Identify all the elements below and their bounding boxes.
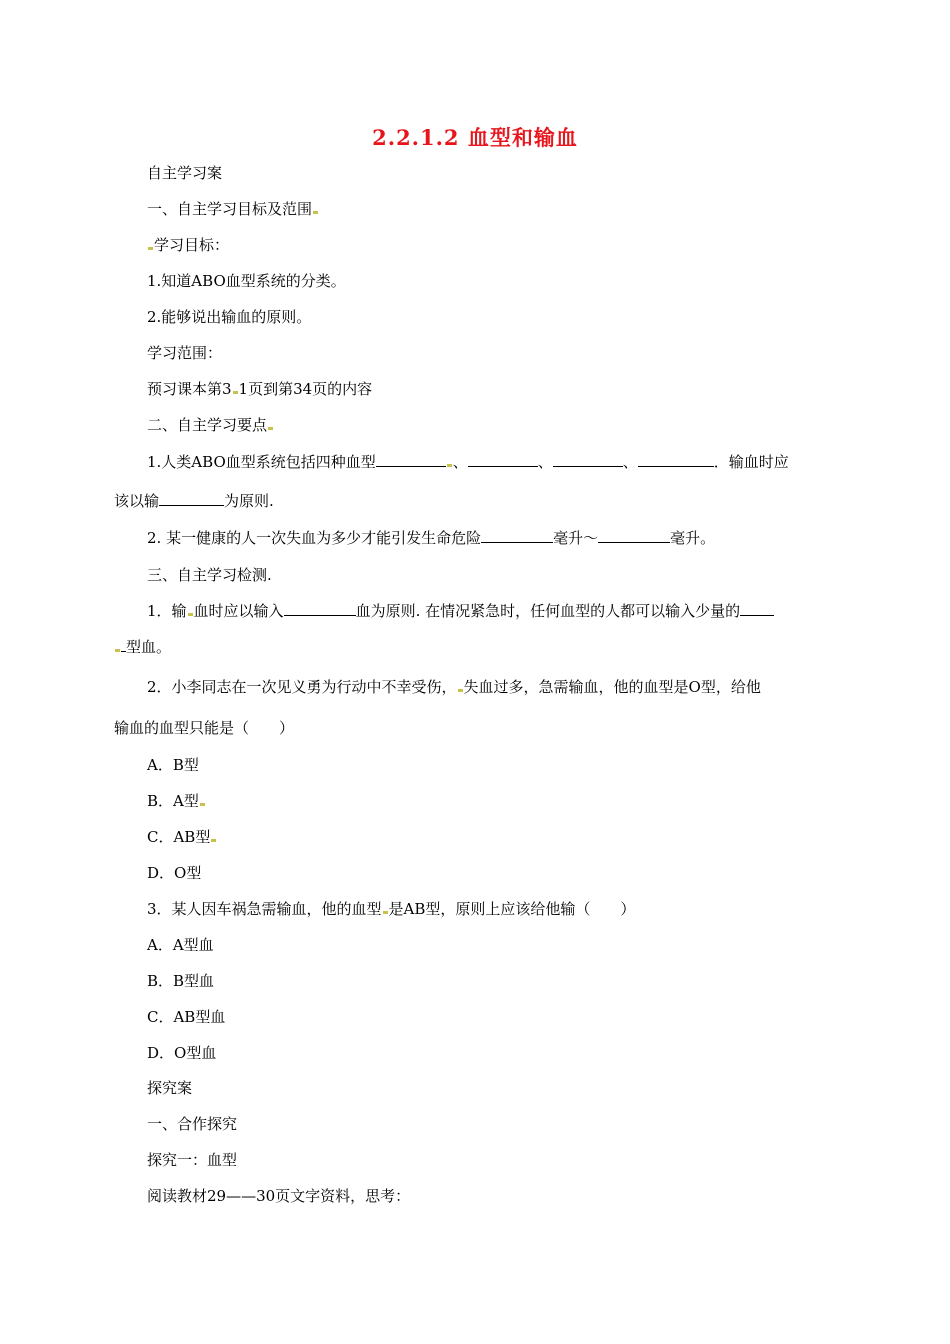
answer-blank[interactable]: [468, 452, 538, 467]
point-1-line-2-a: 该以输: [114, 492, 160, 510]
section-self-study: 自主学习案: [147, 164, 223, 182]
section-explore: 探究案: [147, 1079, 193, 1097]
edit-mark: [447, 464, 452, 467]
edit-mark: [268, 427, 273, 430]
point-1-line-1: [147, 452, 789, 472]
answer-blank[interactable]: [598, 528, 670, 543]
question-2-option-b-text: B．A型: [147, 792, 199, 810]
answer-blank[interactable]: [740, 601, 774, 616]
question-2-option-b[interactable]: [147, 791, 206, 811]
answer-blank[interactable]: [553, 452, 623, 467]
edit-mark: [233, 391, 238, 394]
goals-label: [147, 235, 229, 255]
question-1-a: 1．输: [147, 602, 187, 620]
point-2-c: 毫升。: [670, 529, 716, 547]
question-1-line-2-text: 型血。: [126, 638, 172, 656]
question-2-option-c[interactable]: [147, 827, 217, 847]
point-1-text: 1.人类ABO血型系统包括四种血型: [147, 453, 376, 471]
question-2-b: 失血过多，急需输血，他的血型是O型，给他: [463, 678, 761, 696]
question-3-a: 3．某人因车祸急需输血，他的血型: [147, 900, 382, 918]
question-2-option-c-text: C．AB型: [147, 828, 211, 846]
scope-label: 学习范围：: [147, 344, 223, 362]
point-2-b: 毫升～: [553, 529, 599, 547]
scope-text-b: 1页到第34页的内容: [238, 380, 373, 398]
section-2-heading: [147, 415, 274, 435]
question-3-option-d[interactable]: D．O型血: [147, 1044, 217, 1062]
question-3-option-c[interactable]: C．AB型血: [147, 1008, 226, 1026]
edit-mark: [188, 613, 193, 616]
edit-mark: [383, 911, 388, 914]
answer-blank[interactable]: [159, 491, 224, 506]
goal-2: 2.能够说出输血的原则。: [147, 308, 312, 326]
section-2-heading-text: 二、自主学习要点: [147, 416, 268, 434]
scope-text-a: 预习课本第3: [147, 380, 232, 398]
question-2-a: 2．小李同志在一次见义勇为行动中不幸受伤，: [147, 678, 457, 696]
document-title: 2.2.1.2 血型和输血: [372, 125, 578, 150]
question-1-line-1: [147, 601, 774, 621]
question-2-line-1: [147, 677, 761, 697]
answer-blank[interactable]: [376, 452, 446, 467]
question-1-line-2: [114, 637, 171, 657]
point-2-a: 2. 某一健康的人一次失血为多少才能引发生命危险: [147, 529, 482, 547]
question-2-option-d[interactable]: D．O型: [147, 864, 202, 882]
question-3: [147, 899, 635, 919]
question-3-option-b[interactable]: B．B型血: [147, 972, 215, 990]
question-2-line-2: 输血的血型只能是（ ）: [114, 719, 295, 737]
question-1-c: 血为原则. 在情况紧急时，任何血型的人都可以输入少量的: [355, 602, 741, 620]
edit-mark: [115, 649, 120, 652]
edit-mark: [458, 689, 463, 692]
section-3-heading: 三、自主学习检测.: [147, 566, 272, 584]
answer-blank[interactable]: [481, 528, 553, 543]
separator: 、: [452, 453, 468, 471]
edit-mark: [200, 803, 205, 806]
edit-mark: [148, 247, 153, 250]
separator: 、: [537, 453, 553, 471]
separator: 、: [622, 453, 638, 471]
question-2-option-a[interactable]: A．B型: [147, 756, 199, 774]
reading-instruction: 阅读教材29——30页文字资料，思考：: [147, 1187, 411, 1205]
section-1-heading-text: 一、自主学习目标及范围: [147, 200, 313, 218]
point-1-line-2-b: 为原则.: [224, 492, 274, 510]
answer-blank[interactable]: [284, 601, 356, 616]
explore-section-1-heading: 一、合作探究: [147, 1115, 238, 1133]
point-2: [147, 528, 715, 548]
point-1-tail: ．输血时应: [713, 453, 789, 471]
goals-label-text: 学习目标：: [154, 236, 230, 254]
edit-mark: [211, 839, 216, 842]
question-3-b: 是AB型，原则上应该给他输（ ）: [388, 900, 636, 918]
answer-blank[interactable]: [638, 452, 714, 467]
question-1-b: 血时应以输入: [193, 602, 284, 620]
scope-text: [147, 379, 372, 399]
goal-1: 1.知道ABO血型系统的分类。: [147, 272, 346, 290]
edit-mark: [313, 211, 318, 214]
section-1-heading: [147, 199, 319, 219]
explore-1: 探究一：血型: [147, 1151, 238, 1169]
point-1-line-2: [114, 491, 274, 511]
question-3-option-a[interactable]: A．A型血: [147, 936, 214, 954]
